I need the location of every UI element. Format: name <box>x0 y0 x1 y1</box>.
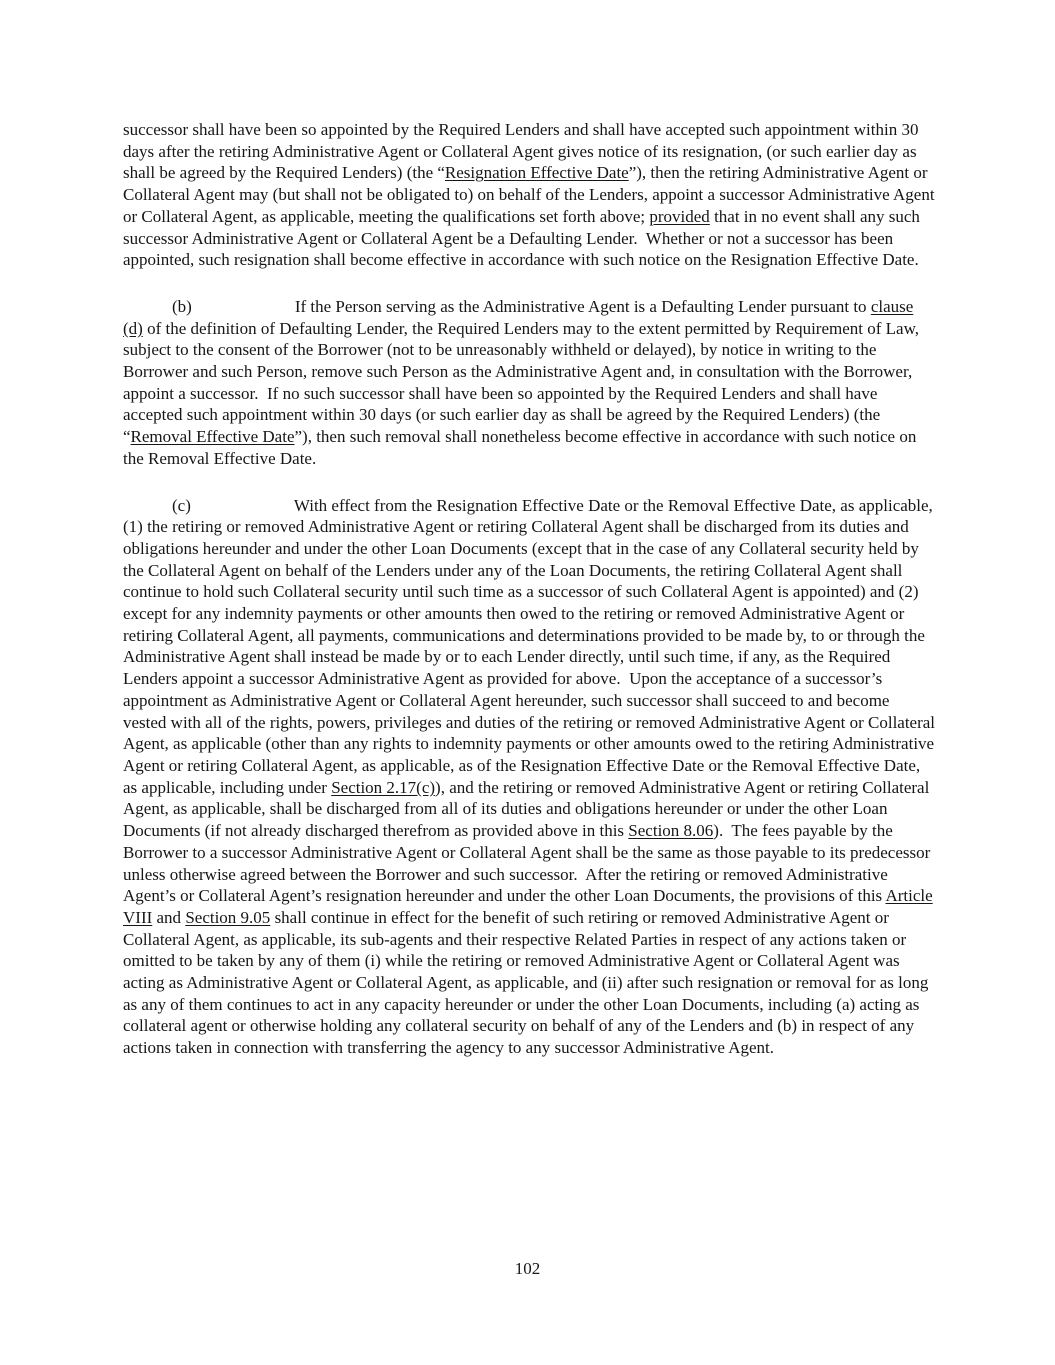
underlined-term: Resignation Effective Date <box>444 163 629 183</box>
paragraph-label: (b) <box>172 296 192 316</box>
underlined-term: Article VIII <box>123 886 933 927</box>
paragraph-continuation <box>123 119 937 271</box>
underlined-term: clause (d) <box>123 296 914 338</box>
underlined-term: provided <box>649 206 710 226</box>
paragraph-text: If the Person serving as the Administrative Agent is a Defaulting Lender pursuant to clause (d) of the definition of Defaulting Lender, the Required Lenders may to the extent permitted by Requirement of Law, subject to the consent of the Borrower (not to be unreasonably withheld or delayed), by notice in writing to the Borrower and such Person, remove such Person as the Administrative Agent and, in consultation with the Borrower, appoint a successor. If no such successor shall have been so appointed by the Required Lenders and shall have accepted such appointment within 30 days (or such earlier day as shall be agreed by the Required Lenders) (the “Removal Effective Date”), then such removal shall nonetheless become effective in accordance with such notice on the Removal Effective Date. <box>123 296 920 468</box>
page-number: 102 <box>514 1259 541 1278</box>
paragraph-text: successor shall have been so appointed by the Required Lenders and shall have accepted such appointment within 30 days after the retiring Administrative Agent or Collateral Agent gives notice of its resignation, (or such earlier day as shall be agreed by the Required Lenders) (the “Resignation Effective Date”), then the retiring Administrative Agent or Collateral Agent may (but shall not be obligated to) on behalf of the Lenders, appoint a successor Administrative Agent or Collateral Agent, as applicable, meeting the qualifications set forth above; provided that in no event shall any such successor Administrative Agent or Collateral Agent be a Defaulting Lender. Whether or not a successor has been appointed, such resignation shall become effective in accordance with such notice on the Resignation Effective Date. <box>123 120 935 270</box>
paragraph-c <box>123 495 937 1059</box>
paragraph-text: With effect from the Resignation Effective Date or the Removal Effective Date, as applicable, (1) the retiring or removed Administrative Agent or retiring Collateral Agent shall be discharged from its duties and obligations hereunder and under the other Loan Documents (except that in the case of any Collateral security held by the Collateral Agent on behalf of the Lenders under any of the Loan Documents, the retiring Collateral Agent shall continue to hold such Collateral security until such time as a successor of such Collateral Agent is appointed) and (2) except for any indemnity payments or other amounts then owed to the retiring or removed Administrative Agent or retiring Collateral Agent, all payments, communications and determinations provided to be made by, to or through the Administrative Agent shall instead be made by or to each Lender directly, until such time, if any, as the Required Lenders appoint a successor Administrative Agent as provided for above. Upon the acceptance of a successor’s appointment as Administrative Agent or Collateral Agent hereunder, such successor shall succeed to and become vested with all of the rights, powers, privileges and duties of the retiring or removed Administrative Agent or Collateral Agent, as applicable (other than any rights to indemnity payments or other amounts owed to the retiring Administrative Agent or retiring Collateral Agent, as applicable, as of the Resignation Effective Date or the Removal Effective Date, as applicable, including under Section 2.17(c)), and the retiring or removed Administrative Agent or retiring Collateral Agent, as applicable, shall be discharged from all of its duties and obligations hereunder or under the other Loan Documents (if not already discharged therefrom as provided above in this Section 8.06). The fees payable by the Borrower to a successor Administrative Agent or Collateral Agent shall be the same as those payable to its predecessor unless otherwise agreed between the Borrower and such successor. After the retiring or removed Administrative Agent’s or Collateral Agent’s resignation hereunder and under the other Loan Documents, the provisions of this Article VIII and Section 9.05 shall continue in effect for the benefit of such retiring or removed Administrative Agent or Collateral Agent, as applicable, its sub-agents and their respective Related Parties in respect of any actions taken or omitted to be taken by any of them (i) while the retiring or removed Administrative Agent or Collateral Agent was acting as Administrative Agent or Collateral Agent, as applicable, and (ii) after such resignation or removal for as long as any of them continues to act in any capacity hereunder or under the other Loan Documents, including (a) acting as collateral agent or otherwise holding any collateral security on behalf of any of the Lenders and (b) in respect of any actions taken in connection with transferring the agency to any successor Administrative Agent. <box>123 495 936 1058</box>
underlined-term: Section 2.17(c) <box>331 777 436 797</box>
underlined-term: Section 9.05 <box>185 907 271 927</box>
paragraph-label: (c) <box>172 495 191 515</box>
underlined-term: Section 8.06 <box>628 821 714 841</box>
underlined-term: Removal Effective Date <box>130 427 295 447</box>
document-body <box>123 119 937 1084</box>
paragraph-b <box>123 296 937 470</box>
